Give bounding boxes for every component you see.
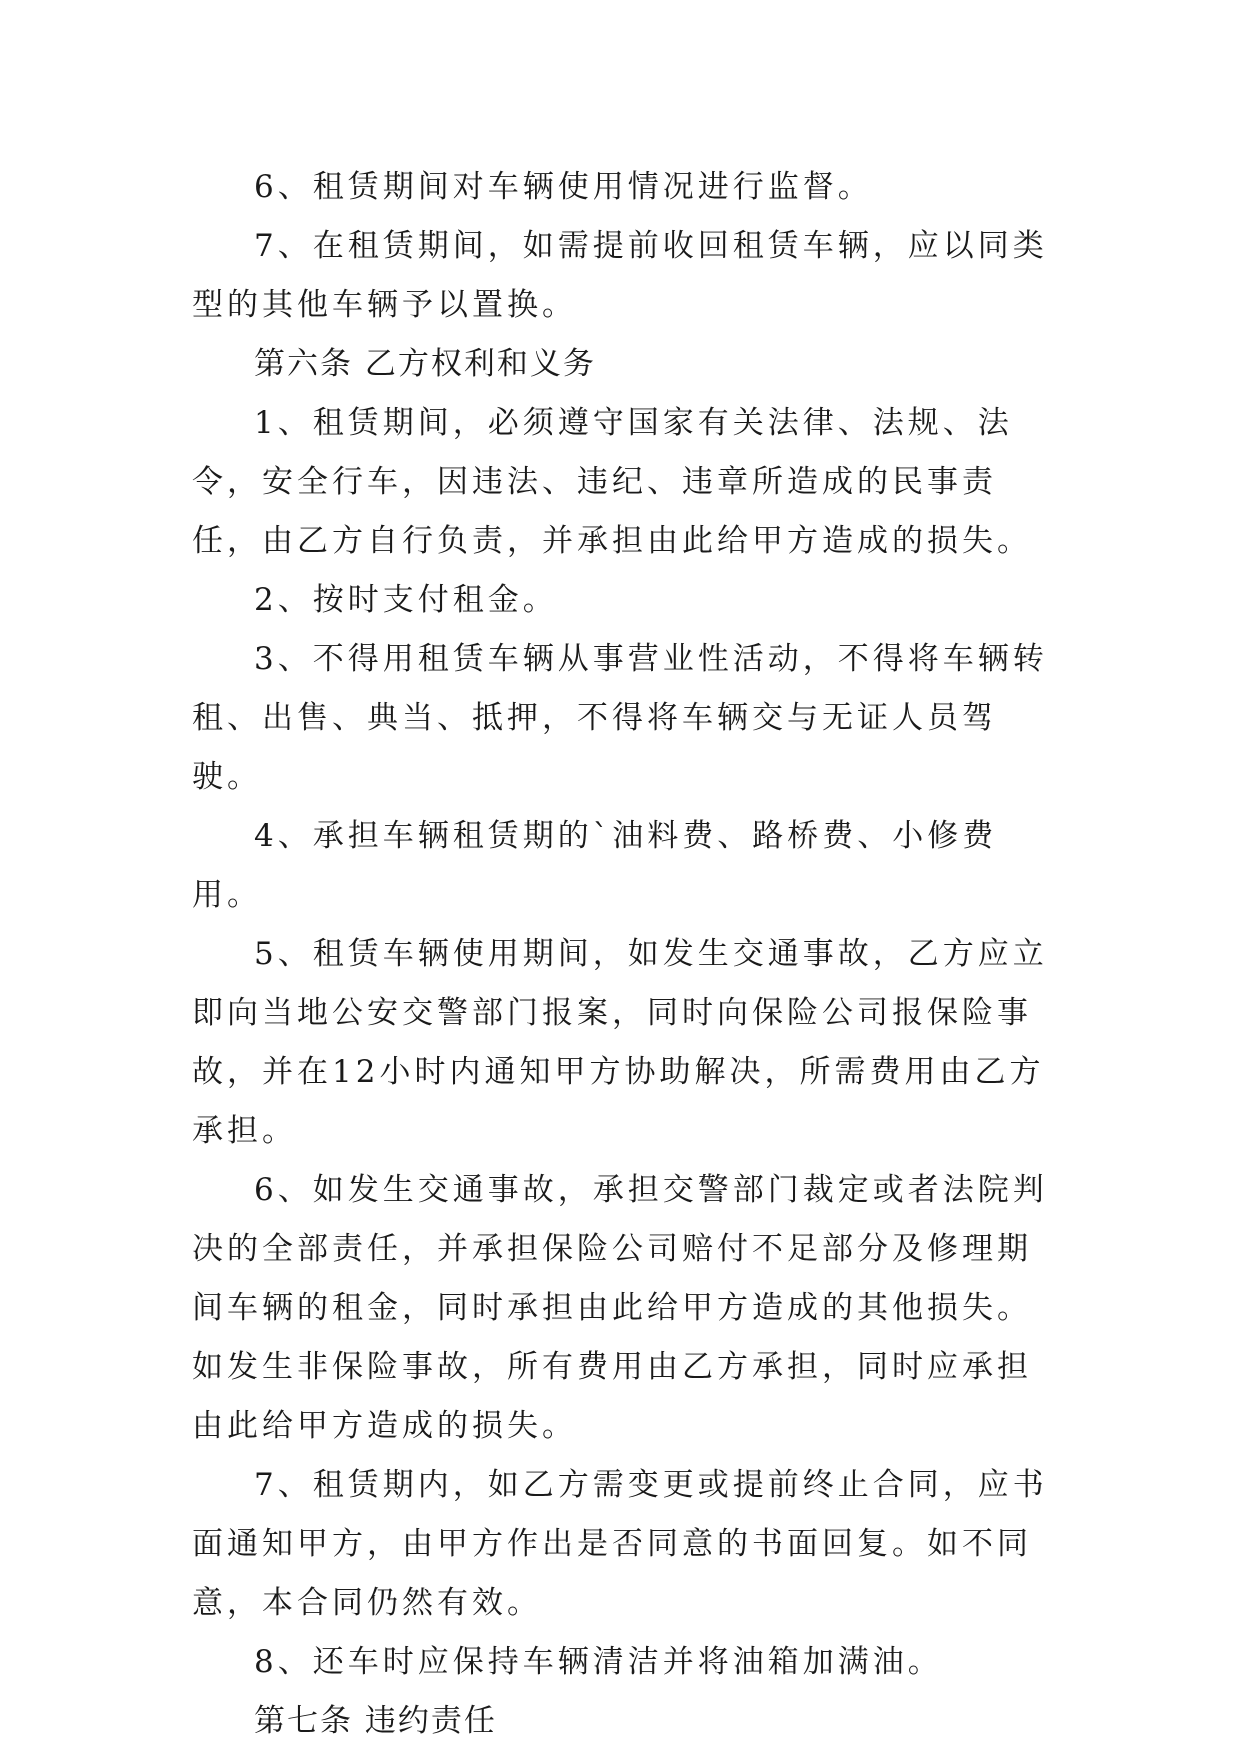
paragraph-lessee-duty-8: 8、还车时应保持车辆清洁并将油箱加满油。 (254, 1644, 943, 1680)
paragraph-lessee-duty-5: 5、租赁车辆使用期间，如发生交通事故，乙方应立即向当地公安交警部门报案，同时向保险公司报保险事故，并在12小时内通知甲方协助解决，所需费用由乙方承担。 (192, 936, 1048, 1149)
paragraph-lessee-duty-4: 4、承担车辆租赁期的`油料费、路桥费、小修费用。 (192, 818, 998, 913)
paragraph-lessee-duty-2: 2、按时支付租金。 (254, 582, 558, 618)
paragraph-lessee-duty-1: 1、租赁期间，必须遵守国家有关法律、法规、法令，安全行车，因违法、违纪、违章所造成的民事责任，由乙方自行负责，并承担由此给甲方造成的损失。 (192, 405, 1032, 559)
article-6-heading: 第六条 乙方权利和义务 (254, 346, 596, 382)
paragraph-lessee-duty-6: 6、如发生交通事故，承担交警部门裁定或者法院判决的全部责任，并承担保险公司赔付不足部分及修理期间车辆的租金，同时承担由此给甲方造成的其他损失。如发生非保险事故，所有费用由乙方承担，同时应承担由此给甲方造成的损失。 (192, 1172, 1048, 1444)
paragraph-lessee-duty-3: 3、不得用租赁车辆从事营业性活动，不得将车辆转租、出售、典当、抵押，不得将车辆交与无证人员驾驶。 (192, 641, 1048, 795)
document-body (192, 158, 1052, 1751)
article-7-heading: 第七条 违约责任 (254, 1703, 497, 1739)
paragraph-lessee-duty-7: 7、租赁期内，如乙方需变更或提前终止合同，应书面通知甲方，由甲方作出是否同意的书面回复。如不同意，本合同仍然有效。 (192, 1467, 1048, 1621)
paragraph-lessor-duty-7: 7、在租赁期间，如需提前收回租赁车辆，应以同类型的其他车辆予以置换。 (192, 228, 1048, 323)
paragraph-lessor-duty-6: 6、租赁期间对车辆使用情况进行监督。 (254, 169, 873, 205)
